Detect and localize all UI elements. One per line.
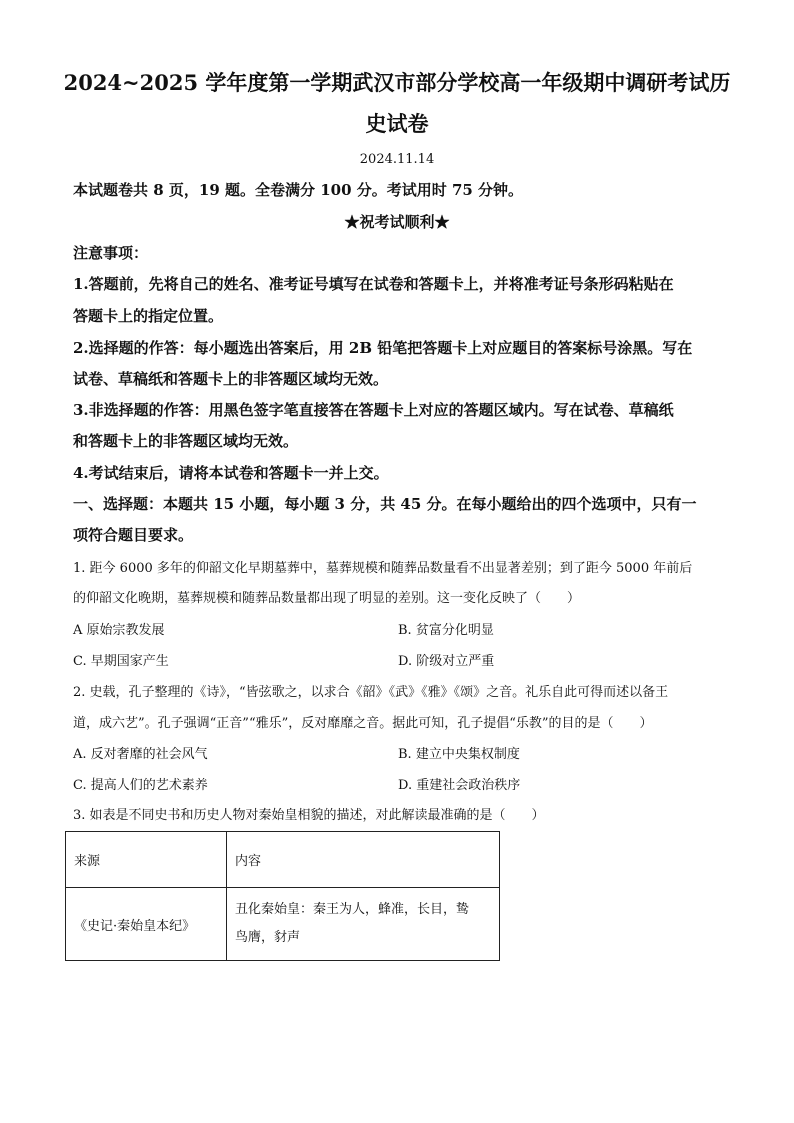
question-2-option-c: C. 提高人们的艺术素养: [73, 778, 208, 793]
exam-summary: 本试题卷共 8 页，19 题。全卷满分 100 分。考试用时 75 分钟。: [73, 181, 524, 199]
exam-date: 2024.11.14: [359, 152, 435, 167]
question-2-line2: 道，成六艺”。孔子强调“正音”“雅乐”，反对靡靡之音。据此可知，孔子提倡“乐教”的目的是（ ）: [73, 716, 653, 731]
note-4-line1: 4.考试结束后，请将本试卷和答题卡一并上交。: [73, 464, 389, 482]
note-2-line1: 2.选择题的作答：每小题选出答案后，用 2B 铅笔把答题卡上对应题目的答案标号涂黑。写在: [73, 339, 693, 357]
question-1-option-b: B. 贫富分化明显: [398, 623, 494, 638]
question-2-option-a: A. 反对奢靡的社会风气: [73, 747, 208, 762]
note-1-line1: 1.答题前，先将自己的姓名、准考证号填写在试卷和答题卡上，并将准考证号条形码粘贴在: [73, 275, 674, 293]
table-cell-content-line2: 鸟膺，豺声: [235, 930, 301, 945]
table-cell-source: 《史记·秦始皇本纪》: [66, 888, 227, 961]
table-cell-content: [227, 888, 500, 961]
section1-instructions-line1: 一、选择题：本题共 15 小题，每小题 3 分，共 45 分。在每小题给出的四个选项中，只有一: [73, 495, 697, 513]
table-header-content: 内容: [227, 832, 500, 888]
note-2-line2: 试卷、草稿纸和答题卡上的非答题区域均无效。: [73, 370, 389, 388]
note-3-line1: 3.非选择题的作答：用黑色签字笔直接答在答题卡上对应的答题区域内。写在试卷、草稿纸: [73, 401, 674, 419]
note-1-line2: 答题卡上的指定位置。: [73, 307, 224, 325]
table-header-source: 来源: [66, 832, 227, 888]
exam-title-line1: 2024~2025 学年度第一学期武汉市部分学校高一年级期中调研考试历: [63, 70, 731, 95]
question-3-source-table: [65, 831, 500, 961]
note-3-line2: 和答题卡上的非答题区域均无效。: [73, 432, 299, 450]
question-1-option-a: A 原始宗教发展: [73, 623, 165, 638]
good-luck-wish: ★祝考试顺利★: [344, 213, 450, 231]
section1-instructions-line2: 项符合题目要求。: [73, 526, 194, 544]
question-1-option-c: C. 早期国家产生: [73, 654, 169, 669]
question-1-option-d: D. 阶级对立严重: [398, 654, 495, 669]
question-2-line1: 2. 史载，孔子整理的《诗》，“皆弦歌之，以求合《韶》《武》《雅》《颂》之音。礼乐自此可得而述以备王: [73, 685, 669, 700]
question-1-line2: 的仰韶文化晚期，墓葬规模和随葬品数量都出现了明显的差别。这一变化反映了（ ）: [73, 591, 581, 606]
question-1-line1: 1. 距今 6000 多年的仰韶文化早期墓葬中，墓葬规模和随葬品数量看不出显著差别；到了距今 5000 年前后: [73, 561, 693, 576]
table-row: [66, 888, 500, 961]
table-cell-content-line1: 丑化秦始皇：秦王为人，蜂准，长目，鸷: [235, 902, 470, 917]
question-2-option-b: B. 建立中央集权制度: [398, 747, 520, 762]
exam-title-line2: 史试卷: [365, 111, 429, 136]
table-header-row: [66, 832, 500, 888]
notes-heading: 注意事项：: [73, 244, 149, 262]
question-2-option-d: D. 重建社会政治秩序: [398, 778, 521, 793]
question-3-line1: 3. 如表是不同史书和历史人物对秦始皇相貌的描述，对此解读最准确的是（ ）: [73, 808, 545, 823]
